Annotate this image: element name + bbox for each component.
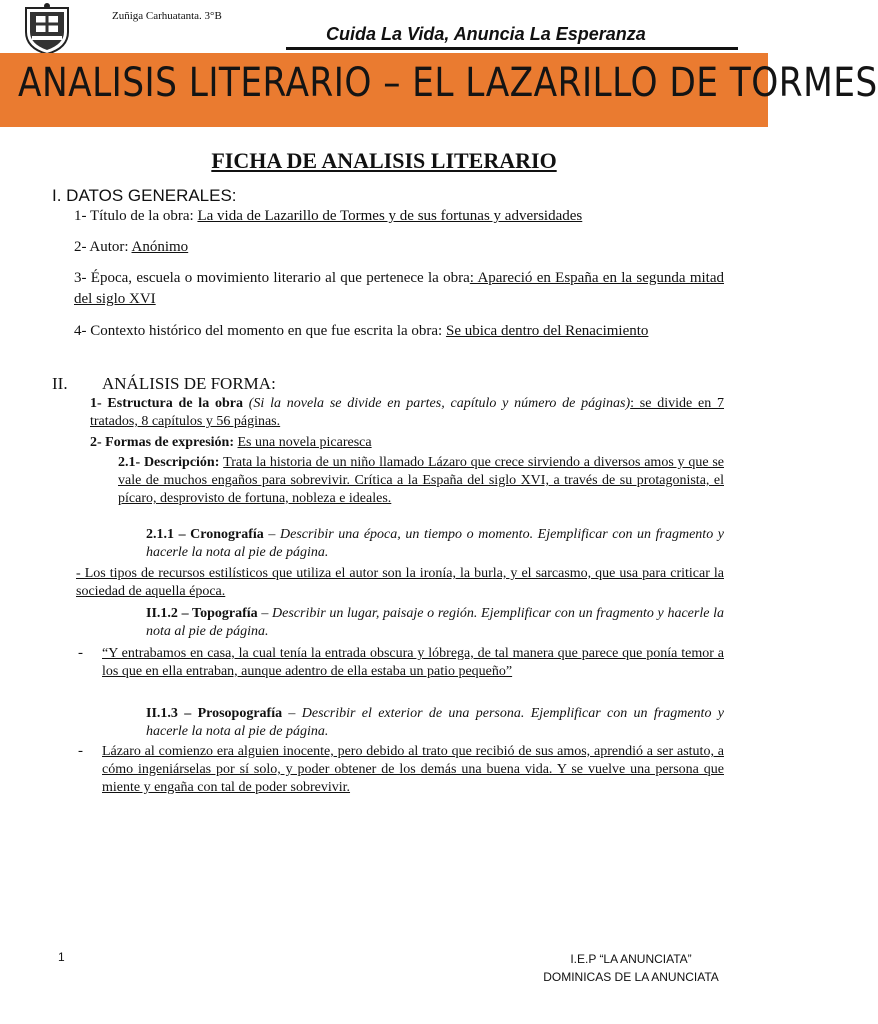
q1-answer: La vida de Lazarillo de Tormes y de sus fortunas y adversidades (197, 208, 583, 224)
chronography-label: 2.1.1 – Cronografía (146, 527, 264, 542)
student-name: Zuñiga Carhuatanta. 3°B (112, 10, 222, 22)
q2-author (74, 237, 724, 258)
prosopography-answer-text: Lázaro al comienzo era alguien inocente, pero debido al trato que recibió de sus amos, aprendió a ser astuto, a cómo ingeniárselas por sí solo, y poder obtener de los demás una buena vida. Y se vuelve una persona que miente y engaña con tal de poder sobrevivir. (102, 744, 724, 795)
structure-answer: : se divide en 7 tratados, 8 capítulos y 56 páginas. (90, 396, 724, 429)
prosopography-bullet: - (78, 743, 83, 759)
description-answer: Trata la historia de un niño llamado Lázaro que crece sirviendo a diversos amos y que se vale de muchos engaños para sobrevivir. Crítica a la España del siglo XVI, a través de su protagonista, el pícaro, desprovisto de fortuna, nobleza e ideales. (118, 455, 724, 506)
section-2-heading: ANÁLISIS DE FORMA: (102, 374, 276, 393)
prosopography-item (146, 705, 724, 741)
school-name: I.E.P “LA ANUNCIATA” (570, 952, 692, 966)
structure-hint: (Si la novela se divide en partes, capítulo y número de páginas) (242, 396, 631, 411)
footer-school (508, 950, 754, 986)
q3-period (74, 268, 724, 310)
q3-label: 3- Época, escuela o movimiento literario al que pertenece la obra (74, 270, 470, 286)
description-label: 2.1- Descripción: (118, 455, 224, 470)
section-2-number: II. (52, 374, 68, 393)
chronography-answer (76, 565, 724, 601)
topography-item (146, 605, 724, 641)
structure-label: 1- Estructura de la obra (90, 396, 243, 411)
chronography-answer-text: - Los tipos de recursos estilísticos que utiliza el autor son la ironía, la burla, y el sarcasmo, que usa para criticar la sociedad de aquella época. (76, 566, 724, 599)
topography-number: II.1.2 (146, 606, 178, 621)
q1-title (74, 206, 724, 227)
topography-label: – Topografía (177, 606, 258, 621)
prosopography-answer (102, 743, 724, 797)
q1-label: 1- Título de la obra: (74, 208, 198, 224)
prosopography-label: – Prosopografía (177, 706, 283, 721)
q2-label: 2- Autor: (74, 239, 132, 255)
congregation-name: DOMINICAS DE LA ANUNCIATA (543, 970, 719, 984)
section-1-heading: I. DATOS GENERALES: (52, 186, 237, 205)
page-number: 1 (58, 950, 65, 964)
banner-title: ANALISIS LITERARIO – EL LAZARILLO DE TORMES (18, 60, 878, 106)
expression-item (90, 434, 724, 452)
header-divider (286, 47, 738, 50)
q4-context (74, 321, 724, 342)
q2-answer: Anónimo (131, 239, 189, 255)
chronography-hint: – Describir una época, un tiempo o momento. Ejemplificar con un fragmento y hacerle la nota al pie de página. (146, 527, 725, 560)
school-crest-icon (22, 2, 72, 56)
q4-answer: Se ubica dentro del Renacimiento (445, 323, 649, 339)
chronography-item (146, 526, 724, 562)
topography-answer-text: “Y entrabamos en casa, la cual tenía la entrada obscura y lóbrega, de tal manera que parece que ponía temor a los que en ella entraban, aunque adentro de ella estaba un patio pequeño” (102, 646, 724, 679)
topography-bullet: - (78, 645, 83, 661)
prosopography-number: II.1.3 (146, 706, 178, 721)
topography-hint: – Describir un lugar, paisaje o región. Ejemplificar con un fragmento y hacerle la nota al pie de página. (146, 606, 724, 639)
q4-label: 4- Contexto histórico del momento en que fue escrita la obra: (74, 323, 446, 339)
document-title: FICHA DE ANALISIS LITERARIO (211, 148, 557, 173)
expression-label: 2- Formas de expresión: (90, 435, 238, 450)
q3-answer: : Apareció en España en la segunda mitad del siglo XVI (74, 270, 725, 307)
structure-item (90, 395, 724, 431)
description-item (118, 454, 724, 508)
prosopography-hint: – Describir el exterior de una persona. Ejemplificar con un fragmento y hacerle la nota al pie de página. (146, 706, 724, 739)
expression-answer: Es una novela picaresca (237, 435, 372, 450)
school-motto: Cuida La Vida, Anuncia La Esperanza (326, 24, 646, 44)
topography-answer (102, 645, 724, 681)
